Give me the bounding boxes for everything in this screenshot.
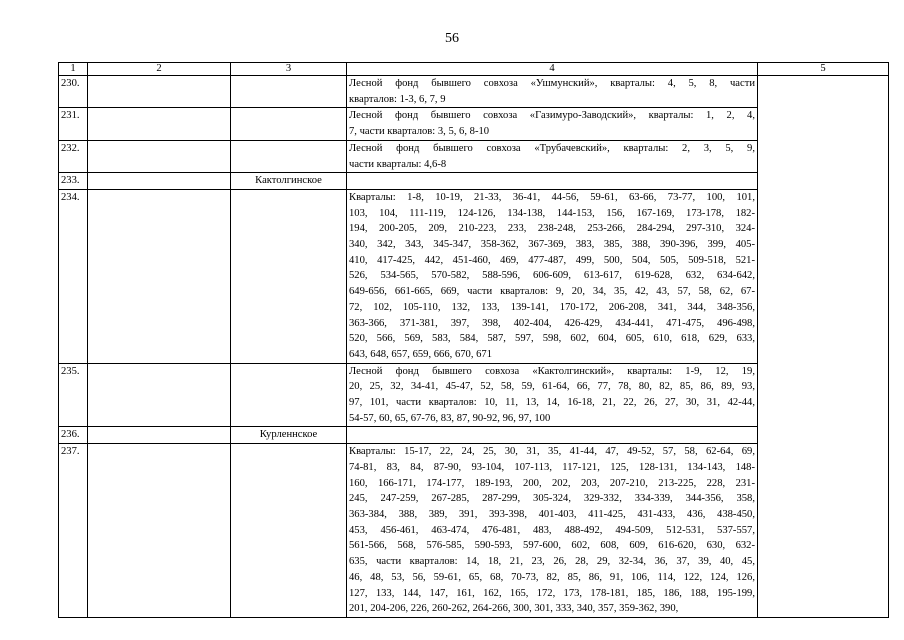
description-line: 649-656, 661-665, 669, части кварталов: 9, 20, 34, 35, 42, 43, 57, 58, 62, 67-: [349, 286, 755, 298]
col2-cell: [88, 76, 231, 108]
description-line: 7, части кварталов: 3, 5, 6, 8-10: [349, 126, 490, 138]
description-line: 103, 104, 111-119, 124-126, 134-138, 144-153, 156, 167-169, 173-178, 182-: [349, 207, 755, 219]
row-number: 230.: [59, 76, 88, 108]
settlement-name: Курленнское: [231, 427, 347, 444]
header-cell: 5: [758, 63, 889, 76]
forest-description: [347, 140, 758, 172]
row-number: 236.: [59, 427, 88, 444]
description-line: 245, 247-259, 267-285, 287-299, 305-324, 329-332, 334-339, 344-356, 358,: [349, 493, 755, 505]
description-line: 74-81, 83, 84, 87-90, 93-104, 107-113, 117-121, 125, 128-131, 134-143, 148-: [349, 461, 755, 473]
description-line: Лесной фонд бывшего совхоза «Трубачевский», кварталы: 2, 3, 5, 9,: [349, 142, 755, 154]
header-cell: 3: [231, 63, 347, 76]
row-number: 237.: [59, 444, 88, 618]
row-number: 234.: [59, 189, 88, 363]
forest-description: [347, 427, 758, 444]
settlement-name: [231, 189, 347, 363]
description-line: Лесной фонд бывшего совхоза «Ушмунский», кварталы: 4, 5, 8, части: [349, 78, 755, 89]
forest-description: [347, 173, 758, 190]
forest-description: [347, 189, 758, 363]
description-line: Кварталы: 15-17, 22, 24, 25, 30, 31, 35, 41-44, 47, 49-52, 57, 58, 62-64, 69,: [349, 446, 755, 458]
col2-cell: [88, 140, 231, 172]
description-line: 635, части кварталов: 14, 18, 21, 23, 26, 28, 29, 32-34, 36, 37, 39, 40, 45,: [349, 556, 755, 568]
description-line: 363-366, 371-381, 397, 398, 402-404, 426-429, 434-441, 471-475, 496-498,: [349, 317, 755, 329]
row-number: 232.: [59, 140, 88, 172]
header-cell: 2: [88, 63, 231, 76]
col2-cell: [88, 189, 231, 363]
header-cell: 1: [59, 63, 88, 76]
settlement-name: [231, 76, 347, 108]
settlement-name: [231, 363, 347, 427]
forest-quarters-table: [58, 62, 889, 618]
description-line: Лесной фонд бывшего совхоза «Кактолгинский», кварталы: 1-9, 12, 19,: [349, 365, 755, 377]
description-line: 643, 648, 657, 659, 666, 670, 671: [349, 348, 493, 360]
settlement-name: [231, 140, 347, 172]
col2-cell: [88, 108, 231, 140]
row-number: 233.: [59, 173, 88, 190]
description-line: 194, 200-205, 209, 210-223, 233, 238-248, 253-266, 284-294, 297-310, 324-: [349, 223, 755, 235]
description-line: 561-566, 568, 576-585, 590-593, 597-600, 602, 608, 609, 616-620, 630, 632-: [349, 540, 755, 552]
description-line: 46, 48, 53, 56, 59-61, 65, 68, 70-73, 82, 85, 86, 91, 106, 114, 122, 124, 126,: [349, 571, 755, 583]
description-line: 526, 534-565, 570-582, 588-596, 606-609, 613-617, 619-628, 632, 634-642,: [349, 270, 755, 282]
col5-cell: [758, 76, 889, 618]
col2-cell: [88, 444, 231, 618]
row-number: 235.: [59, 363, 88, 427]
row-number: 231.: [59, 108, 88, 140]
col2-cell: [88, 173, 231, 190]
settlement-name: Кактолгинское: [231, 173, 347, 190]
col2-cell: [88, 427, 231, 444]
header-cell: 4: [347, 63, 758, 76]
forest-description: [347, 444, 758, 618]
table-row: [59, 76, 889, 108]
description-line: 201, 204-206, 226, 260-262, 264-266, 300, 301, 333, 340, 357, 359-362, 390,: [349, 603, 679, 615]
description-line: 340, 342, 343, 345-347, 358-362, 367-369, 383, 385, 388, 390-396, 399, 405-: [349, 239, 755, 251]
description-line: кварталов: 1-3, 6, 7, 9: [349, 93, 446, 105]
forest-description: [347, 363, 758, 427]
description-line: Кварталы: 1-8, 10-19, 21-33, 36-41, 44-56, 59-61, 63-66, 73-77, 100, 101,: [349, 191, 755, 203]
settlement-name: [231, 444, 347, 618]
description-line: 54-57, 60, 65, 67-76, 83, 87, 90-92, 96, 97, 100: [349, 412, 551, 424]
col2-cell: [88, 363, 231, 427]
forest-description: [347, 76, 758, 108]
settlement-name: [231, 108, 347, 140]
table-header-row: [59, 63, 889, 76]
description-line: 363-384, 388, 389, 391, 393-398, 401-403, 411-425, 431-433, 436, 438-450,: [349, 508, 755, 520]
description-line: 72, 102, 105-110, 132, 133, 139-141, 170-172, 206-208, 341, 344, 348-356,: [349, 301, 755, 313]
description-line: 453, 456-461, 463-474, 476-481, 483, 488-492, 494-509, 512-531, 537-557,: [349, 524, 755, 536]
description-line: части кварталы: 4,6-8: [349, 158, 447, 170]
description-line: 127, 133, 144, 147, 161, 162, 165, 172, 173, 178-181, 185, 186, 188, 195-199,: [349, 587, 755, 599]
forest-description: [347, 108, 758, 140]
description-line: 410, 417-425, 442, 451-460, 469, 477-487, 499, 500, 504, 505, 509-518, 521-: [349, 254, 755, 266]
description-line: 520, 566, 569, 583, 584, 587, 597, 598, 602, 604, 605, 610, 618, 629, 633,: [349, 333, 755, 345]
description-line: 97, 101, части кварталов: 10, 11, 13, 14, 16-18, 21, 22, 26, 27, 30, 31, 42-44,: [349, 397, 755, 409]
description-line: Лесной фонд бывшего совхоза «Газимуро-Заводский», кварталы: 1, 2, 4,: [349, 110, 755, 122]
description-line: 20, 25, 32, 34-41, 45-47, 52, 58, 59, 61-64, 66, 77, 78, 80, 82, 85, 86, 89, 93,: [349, 381, 755, 393]
description-line: 160, 166-171, 174-177, 189-193, 200, 202, 203, 207-210, 213-225, 228, 231-: [349, 477, 755, 489]
page-number: 56: [445, 31, 459, 46]
